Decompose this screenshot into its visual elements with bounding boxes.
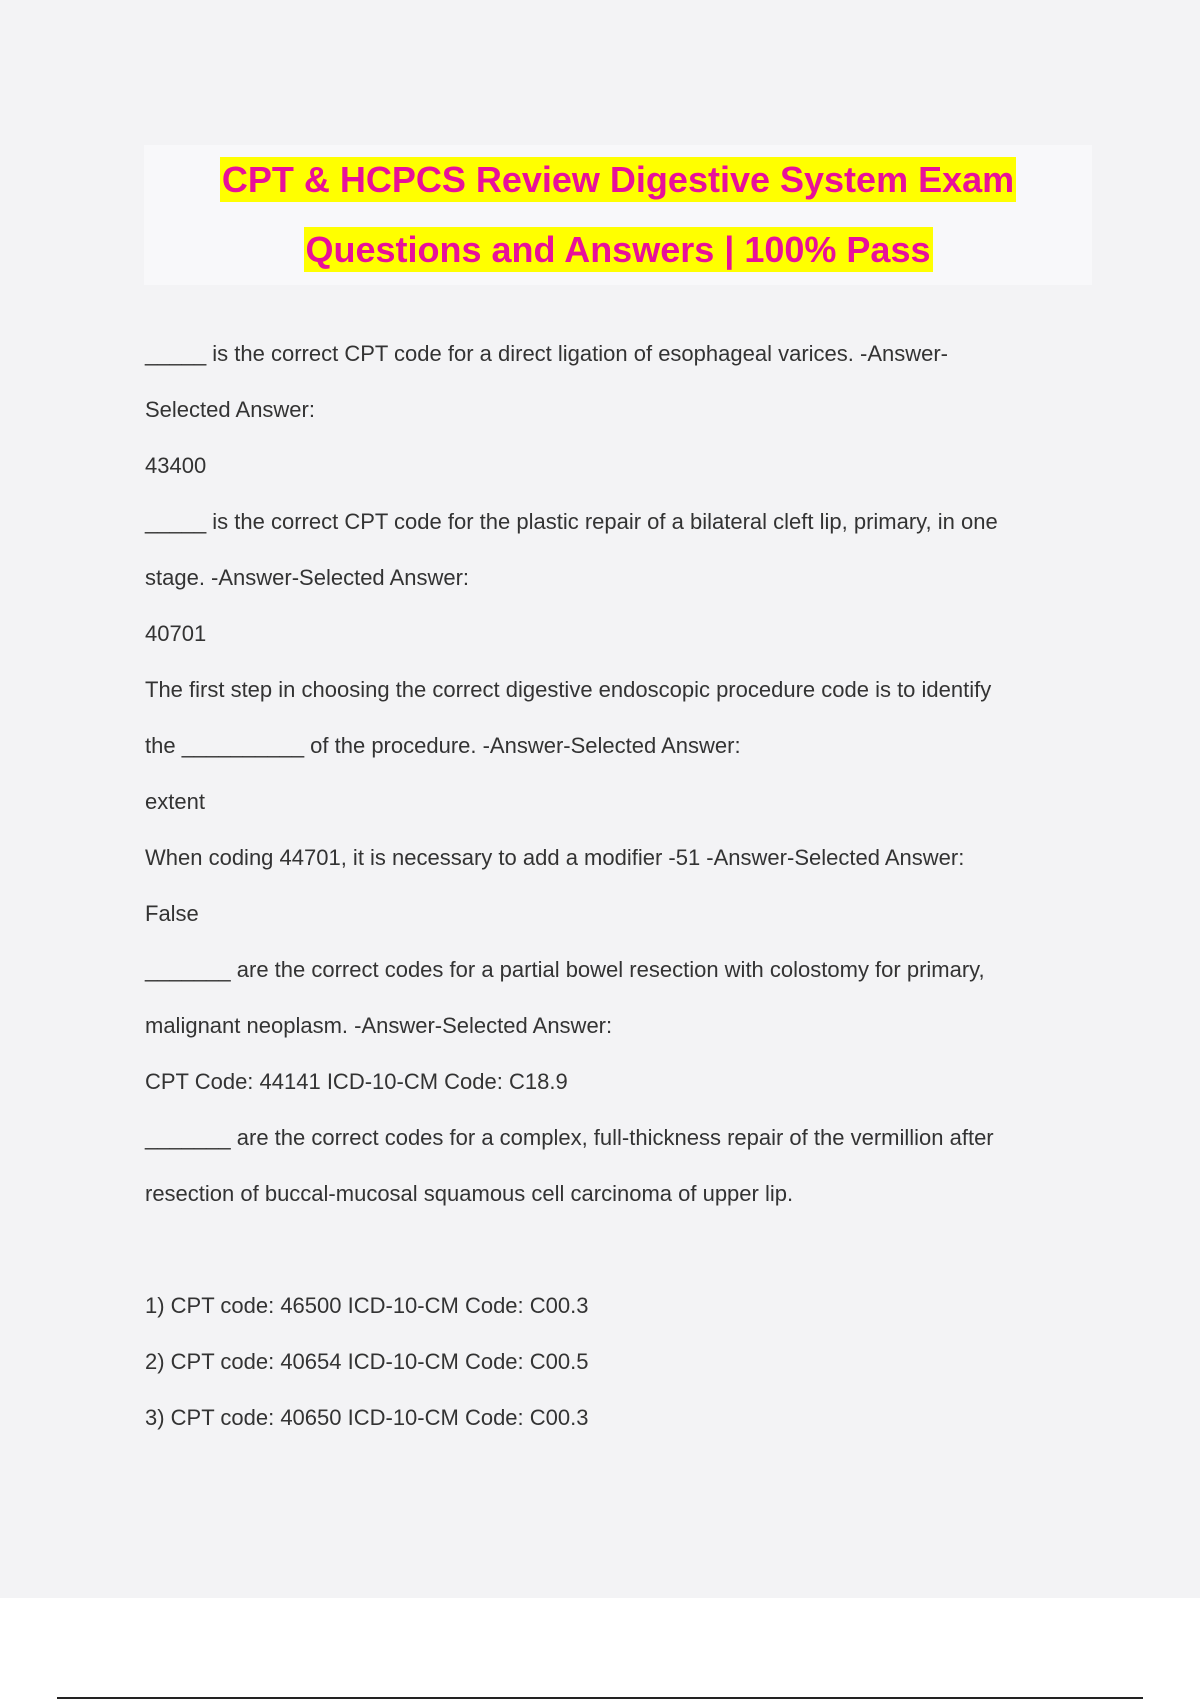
- answer-1: 43400: [145, 453, 207, 478]
- title-text-1: CPT & HCPCS Review Digestive System Exam: [221, 159, 1015, 200]
- question-1-line-2: Selected Answer:: [145, 397, 315, 422]
- question-6-line-1: _______ are the correct codes for a complex, full-thickness repair of the vermillion after: [145, 1125, 994, 1150]
- question-3-line-2: the __________ of the procedure. -Answer-Selected Answer:: [145, 733, 741, 758]
- question-6-line-2: resection of buccal-mucosal squamous cell carcinoma of upper lip.: [145, 1181, 794, 1206]
- answer-2: 40701: [145, 621, 207, 646]
- option-2: 2) CPT code: 40654 ICD-10-CM Code: C00.5: [145, 1349, 589, 1374]
- question-2-line-1: _____ is the correct CPT code for the plastic repair of a bilateral cleft lip, primary, in one: [145, 509, 998, 534]
- document-body: [145, 332, 1095, 1452]
- question-3-line-1: The first step in choosing the correct digestive endoscopic procedure code is to identify: [145, 677, 992, 702]
- question-1-line-1: _____ is the correct CPT code for a direct ligation of esophageal varices. -Answer-: [145, 341, 948, 366]
- question-4-line-1: When coding 44701, it is necessary to add a modifier -51 -Answer-Selected Answer:: [145, 845, 965, 870]
- question-2-line-2: stage. -Answer-Selected Answer:: [145, 565, 470, 590]
- blank-line: [145, 1228, 1095, 1284]
- title-line-1: [144, 145, 1092, 215]
- option-3: 3) CPT code: 40650 ICD-10-CM Code: C00.3: [145, 1405, 589, 1430]
- title-line-2: [144, 215, 1092, 285]
- title-text-2: Questions and Answers | 100% Pass: [305, 229, 931, 270]
- answer-3: extent: [145, 789, 205, 814]
- option-1: 1) CPT code: 46500 ICD-10-CM Code: C00.3: [145, 1293, 589, 1318]
- answer-4: False: [145, 901, 199, 926]
- answer-5: CPT Code: 44141 ICD-10-CM Code: C18.9: [145, 1069, 568, 1094]
- question-5-line-2: malignant neoplasm. -Answer-Selected Answer:: [145, 1013, 613, 1038]
- question-5-line-1: _______ are the correct codes for a partial bowel resection with colostomy for primary,: [145, 957, 985, 982]
- title-block: [144, 145, 1092, 285]
- footer-divider: [57, 1697, 1143, 1699]
